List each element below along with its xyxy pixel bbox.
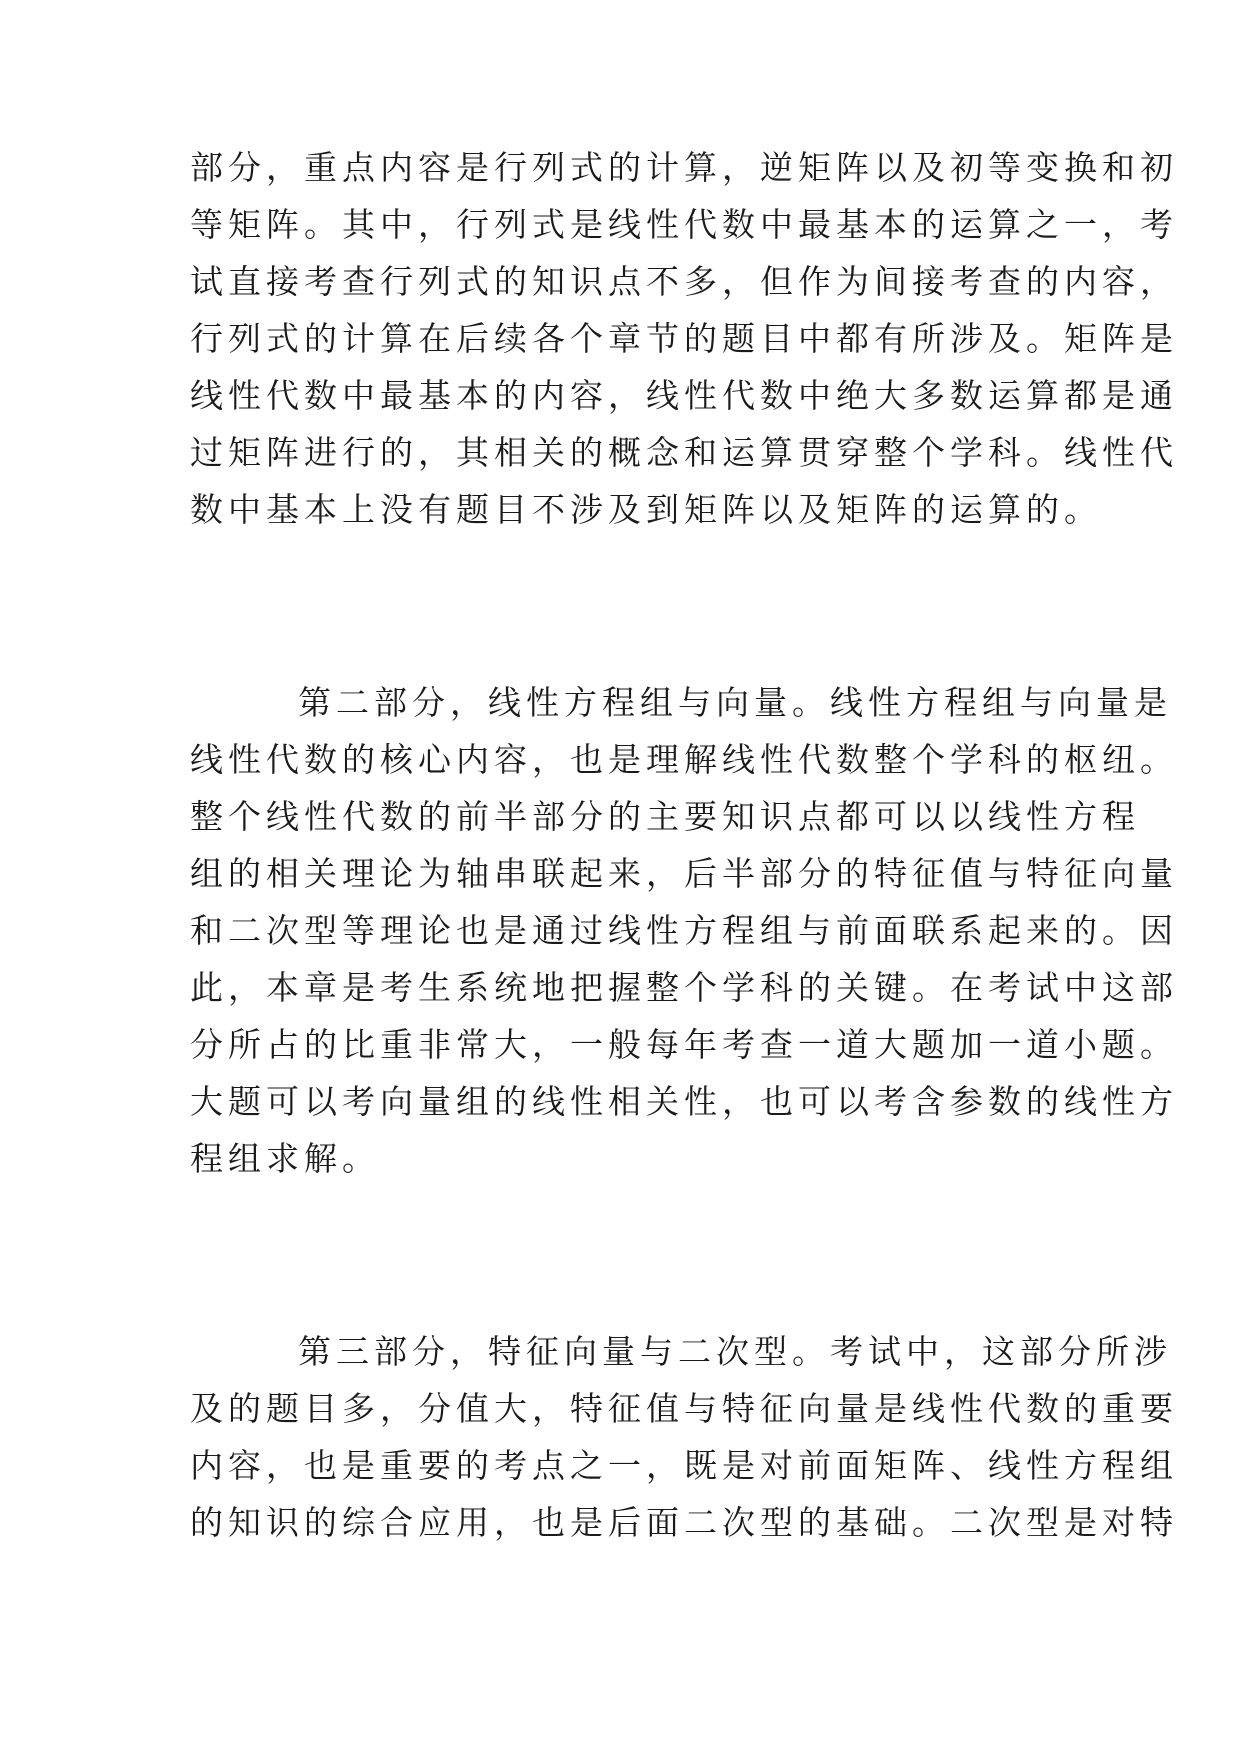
text-line: 的知识的综合应用，也是后面二次型的基础。二次型是对特 xyxy=(190,1503,1178,1542)
text-line: 行列式的计算在后续各个章节的题目中都有所涉及。矩阵是 xyxy=(190,319,1178,358)
text-line: 等矩阵。其中，行列式是线性代数中最基本的运算之一，考 xyxy=(190,205,1178,244)
text-line: 数中基本上没有题目不涉及到矩阵以及矩阵的运算的。 xyxy=(190,490,1102,529)
text-line: 部分，重点内容是行列式的计算，逆矩阵以及初等变换和初 xyxy=(190,148,1178,187)
text-line: 第三部分，特征向量与二次型。考试中，这部分所涉 xyxy=(298,1332,1172,1371)
text-line: 和二次型等理论也是通过线性方程组与前面联系起来的。因 xyxy=(190,911,1178,950)
text-line: 线性代数中最基本的内容，线性代数中绝大多数运算都是通 xyxy=(190,376,1178,415)
text-line: 程组求解。 xyxy=(190,1139,380,1178)
text-line: 内容，也是重要的考点之一，既是对前面矩阵、线性方程组 xyxy=(190,1446,1178,1485)
text-line: 此，本章是考生系统地把握整个学科的关键。在考试中这部 xyxy=(190,968,1178,1007)
text-line: 组的相关理论为轴串联起来，后半部分的特征值与特征向量 xyxy=(190,854,1178,893)
text-line: 试直接考查行列式的知识点不多，但作为间接考查的内容， xyxy=(190,262,1178,301)
text-line: 整个线性代数的前半部分的主要知识点都可以以线性方程 xyxy=(190,797,1140,836)
text-line: 分所占的比重非常大，一般每年考查一道大题加一道小题。 xyxy=(190,1025,1178,1064)
text-line: 及的题目多，分值大，特征值与特征向量是线性代数的重要 xyxy=(190,1389,1178,1428)
text-line: 大题可以考向量组的线性相关性，也可以考含参数的线性方 xyxy=(190,1082,1178,1121)
text-line: 过矩阵进行的，其相关的概念和运算贯穿整个学科。线性代 xyxy=(190,433,1178,472)
text-line: 线性代数的核心内容，也是理解线性代数整个学科的枢纽。 xyxy=(190,740,1178,779)
text-line: 第二部分，线性方程组与向量。线性方程组与向量是 xyxy=(298,683,1172,722)
